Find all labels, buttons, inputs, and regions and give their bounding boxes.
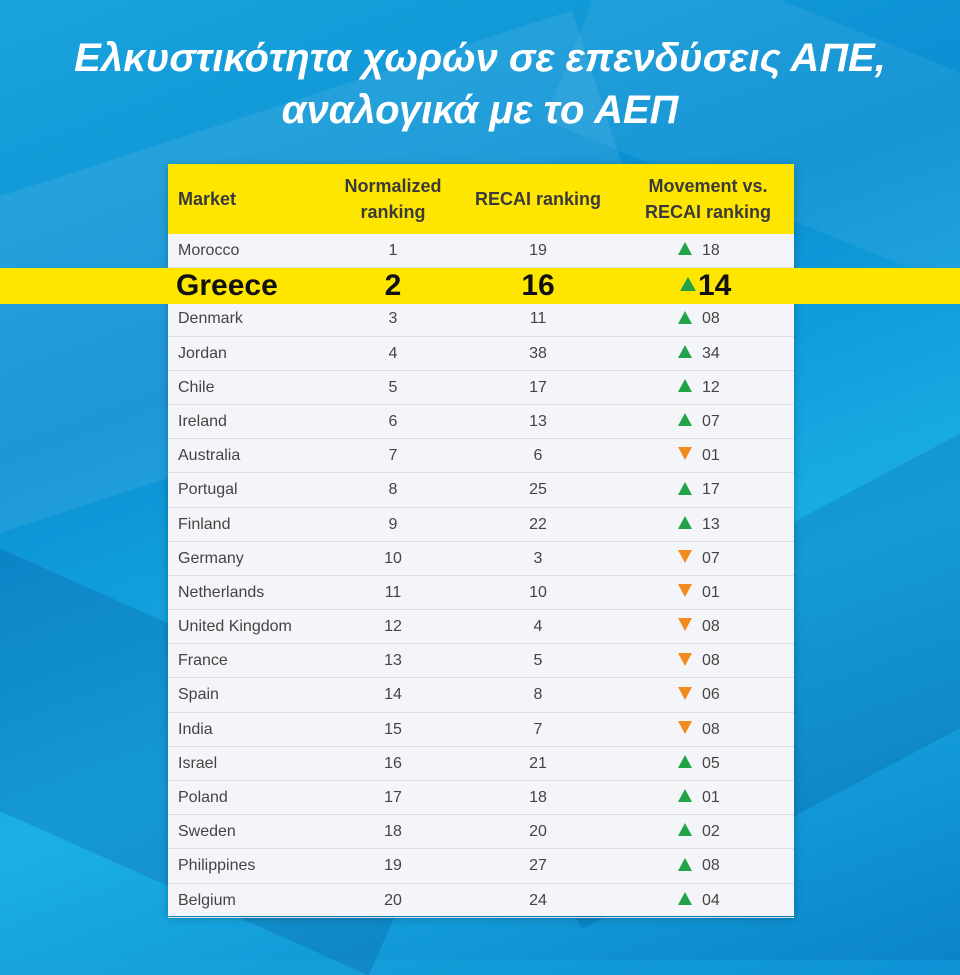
arrow-up-icon: [678, 892, 692, 905]
normalized-ranking: 19: [384, 857, 402, 875]
table-row: [168, 713, 794, 747]
market-name: Spain: [178, 686, 219, 704]
recai-ranking: 25: [529, 481, 547, 499]
movement-value: 08: [702, 720, 720, 738]
arrow-up-icon: [678, 858, 692, 871]
arrow-up-icon: [678, 379, 692, 392]
movement: [678, 747, 788, 780]
market-name: Finland: [178, 515, 231, 533]
recai-ranking: 10: [529, 583, 547, 601]
arrow-up-icon: [678, 413, 692, 426]
movement: [678, 371, 788, 404]
movement: [678, 576, 788, 609]
arrow-down-icon: [678, 653, 692, 666]
movement-value: 13: [702, 515, 720, 533]
table-row: [168, 337, 794, 371]
market-name: United Kingdom: [178, 618, 292, 636]
header-market: Market: [178, 189, 237, 209]
normalized-ranking: 17: [384, 789, 402, 806]
market-name: Australia: [178, 447, 241, 465]
movement: [678, 884, 788, 917]
arrow-up-icon: [678, 242, 692, 255]
movement-value: 08: [702, 857, 720, 875]
arrow-up-icon: [678, 345, 692, 358]
recai-ranking: 22: [529, 515, 547, 533]
movement: [678, 439, 788, 472]
table-row: [168, 644, 794, 678]
page-title-line-2: αναλογικά με το ΑΕΠ: [281, 88, 679, 132]
movement-value: 05: [702, 754, 720, 772]
movement: [678, 508, 788, 541]
table-row: [168, 781, 794, 815]
normalized-ranking: 6: [388, 412, 398, 430]
table-row: [168, 508, 794, 542]
movement: [678, 849, 788, 882]
movement: [678, 473, 788, 506]
table-row: [168, 439, 794, 473]
movement-value: 07: [702, 412, 720, 430]
movement-value: 07: [702, 549, 720, 567]
arrow-up-icon: [678, 823, 692, 836]
normalized-ranking: 9: [388, 515, 398, 533]
normalized-ranking: 13: [384, 652, 402, 670]
movement-value: 01: [702, 583, 720, 601]
movement-value: 02: [702, 823, 720, 841]
highlighted-movement: [680, 268, 731, 304]
normalized-ranking: 1: [388, 242, 398, 259]
recai-ranking: 19: [529, 242, 547, 259]
movement-value: 08: [702, 652, 720, 670]
recai-ranking: 3: [533, 549, 543, 567]
movement-value: 06: [702, 686, 720, 704]
table-row: [168, 815, 794, 849]
movement: [678, 234, 788, 267]
movement: [678, 542, 788, 575]
table-row: [168, 678, 794, 712]
movement: [678, 644, 788, 677]
market-name: Sweden: [178, 823, 236, 841]
normalized-ranking: 18: [384, 823, 402, 841]
normalized-ranking: 7: [388, 447, 398, 465]
arrow-up-icon: [678, 516, 692, 529]
recai-ranking: 17: [529, 378, 547, 396]
movement: [678, 713, 788, 746]
highlighted-normalized-ranking: 2: [384, 269, 402, 302]
arrow-down-icon: [678, 618, 692, 631]
table-row: [168, 371, 794, 405]
highlighted-movement-value: 14: [698, 269, 732, 302]
movement: [678, 610, 788, 643]
recai-ranking: 38: [529, 344, 547, 362]
header-movement: Movement vs. RECAI ranking: [644, 176, 772, 222]
header-recai-ranking: RECAI ranking: [474, 189, 602, 209]
recai-ranking: 4: [533, 618, 543, 636]
arrow-up-icon: [678, 789, 692, 802]
table-row: [168, 884, 794, 918]
table-row: [168, 302, 794, 336]
market-name: Israel: [178, 754, 218, 772]
table-row: [168, 405, 794, 439]
normalized-ranking: 10: [384, 549, 402, 567]
movement-value: 18: [702, 242, 720, 259]
normalized-ranking: 12: [384, 618, 402, 636]
recai-ranking: 20: [529, 823, 547, 841]
movement-value: 08: [702, 618, 720, 636]
arrow-down-icon: [678, 721, 692, 734]
market-name: Netherlands: [178, 583, 265, 601]
market-name: Jordan: [178, 344, 227, 362]
highlighted-recai-ranking: 16: [521, 269, 555, 302]
table-row: [168, 234, 794, 268]
recai-ranking: 18: [529, 789, 547, 806]
table-body: [168, 234, 794, 918]
table-header: [168, 164, 794, 234]
recai-ranking: 6: [533, 447, 543, 465]
recai-ranking: 8: [533, 686, 543, 704]
arrow-up-icon: [678, 311, 692, 324]
table-row: [168, 473, 794, 507]
market-name: Ireland: [178, 412, 227, 430]
arrow-down-icon: [678, 550, 692, 563]
market-name: India: [178, 720, 213, 738]
movement-value: 08: [702, 310, 720, 328]
recai-ranking: 5: [533, 652, 543, 670]
market-name: Portugal: [178, 481, 238, 499]
recai-ranking: 11: [529, 310, 547, 328]
movement-value: 17: [702, 481, 720, 499]
normalized-ranking: 4: [388, 344, 398, 362]
market-name: Morocco: [178, 242, 240, 259]
arrow-up-icon: [678, 755, 692, 768]
arrow-up-icon: [680, 277, 696, 291]
table-row: [168, 542, 794, 576]
movement-value: 34: [702, 344, 720, 362]
normalized-ranking: 11: [384, 583, 402, 601]
normalized-ranking: 5: [388, 378, 398, 396]
normalized-ranking: 14: [384, 686, 402, 704]
arrow-down-icon: [678, 687, 692, 700]
market-name: France: [178, 652, 228, 670]
table-row: [168, 747, 794, 781]
movement-value: 01: [702, 789, 720, 806]
highlighted-market-name: Greece: [176, 269, 278, 302]
recai-ranking: 21: [529, 754, 547, 772]
normalized-ranking: 3: [388, 310, 398, 328]
market-name: Belgium: [178, 891, 236, 909]
movement: [678, 337, 788, 370]
movement-value: 04: [702, 891, 720, 909]
normalized-ranking: 20: [384, 891, 402, 909]
movement: [678, 302, 788, 335]
arrow-down-icon: [678, 584, 692, 597]
movement: [678, 781, 788, 814]
table-row: [168, 576, 794, 610]
market-name: Poland: [178, 789, 228, 806]
market-name: Germany: [178, 549, 244, 567]
arrow-down-icon: [678, 447, 692, 460]
arrow-up-icon: [678, 482, 692, 495]
recai-ranking: 27: [529, 857, 547, 875]
movement-value: 12: [702, 378, 720, 396]
recai-ranking: 7: [533, 720, 543, 738]
table-row: [168, 849, 794, 883]
market-name: Denmark: [178, 310, 243, 328]
normalized-ranking: 15: [384, 720, 402, 738]
market-name: Chile: [178, 378, 215, 396]
highlighted-row: [0, 268, 960, 304]
movement: [678, 405, 788, 438]
movement: [678, 815, 788, 848]
movement: [678, 678, 788, 711]
table-row: [168, 610, 794, 644]
market-name: Philippines: [178, 857, 256, 875]
page-title-line-1: Ελκυστικότητα χωρών σε επενδύσεις ΑΠΕ,: [74, 36, 886, 80]
recai-ranking: 24: [529, 891, 547, 909]
movement-value: 01: [702, 447, 720, 465]
header-normalized-ranking: Normalized ranking: [344, 176, 442, 222]
recai-ranking: 13: [529, 412, 547, 430]
normalized-ranking: 8: [388, 481, 398, 499]
page-title: [0, 32, 960, 136]
normalized-ranking: 16: [384, 754, 402, 772]
